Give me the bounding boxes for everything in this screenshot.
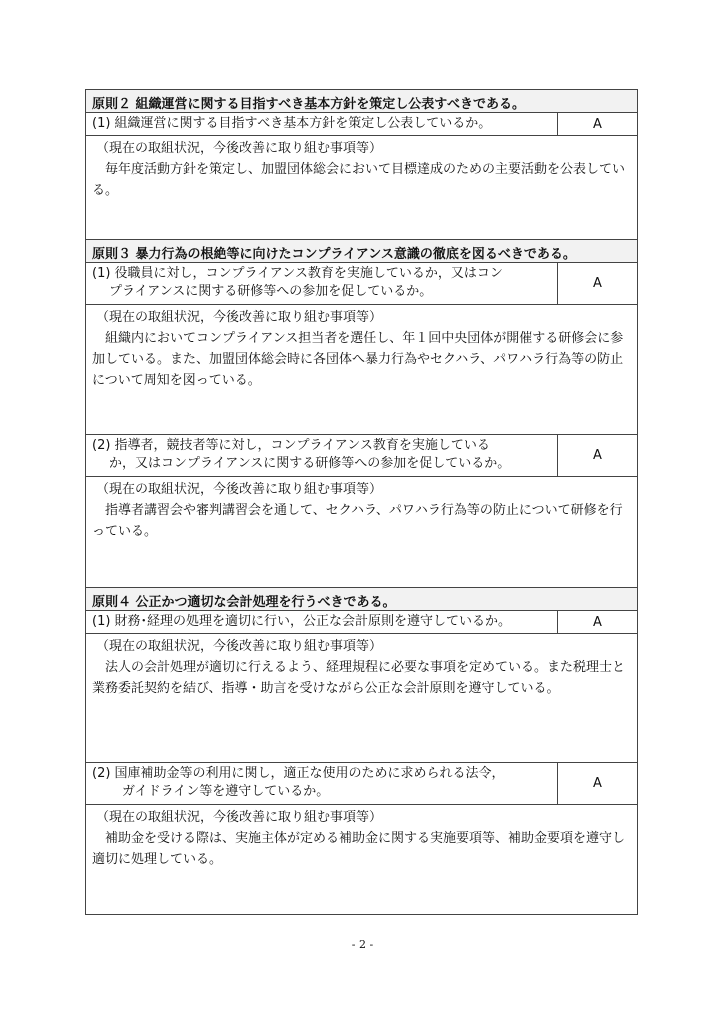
principle-4-question-1 — [86, 611, 637, 634]
principle-2-header: 原則２ 組織運営に関する目指すべき基本方針を策定し公表すべきである。 — [86, 90, 637, 113]
principle-4-header: 原則４ 公正かつ適切な会計処理を行うべきである。 — [86, 588, 637, 611]
response-text: 毎年度活動方針を策定し、加盟団体総会において目標達成のための主要活動を公表している。 — [92, 162, 626, 198]
question-line: (1) 財務･経理の処理を適切に行い，公正な会計原則を遵守しているか。 — [92, 614, 512, 629]
grade-cell: A — [593, 614, 602, 630]
principle-3-response-2 — [86, 477, 637, 588]
principle-4-response-1 — [86, 634, 637, 763]
principle-3-header: 原則３ 暴力行為の根絶等に向けたコンプライアンス意識の徹底を図るべきである。 — [86, 240, 637, 263]
question-line: ガイドライン等を遵守しているか。 — [122, 784, 330, 799]
response-text: 組織内においてコンプライアンス担当者を選任し、年１回中央団体が開催する研修会に参加している。また、加盟団体総会時に各団体へ暴力行為やセクハラ、パワハラ行為等の防止について周知を図っている。 — [92, 331, 624, 388]
principle-4-response-2 — [86, 805, 637, 914]
response-text: 補助金を受ける際は、実施主体が定める補助金に関する実施要項等、補助金要項を遵守し適切に処理している。 — [92, 831, 626, 867]
principle-3-question-2 — [86, 435, 637, 477]
question-line: (1) 役職員に対し，コンプライアンス教育を実施しているか，又はコン — [92, 266, 503, 281]
principle-2-response-1 — [86, 136, 637, 240]
page-number: - 2 - — [351, 938, 374, 951]
grade-cell: A — [593, 448, 602, 463]
response-text: 指導者講習会や審判講習会を通して、セクハラ、パワハラ行為等の防止について研修を行っている。 — [92, 503, 623, 539]
response-text: 法人の会計処理が適切に行えるよう、経理規程に必要な事項を定めている。また税理士と業務委託契約を結び、指導・助言を受けながら公正な会計原則を遵守している。 — [92, 660, 626, 696]
question-line: (2) 指導者，競技者等に対し，コンプライアンス教育を実施している — [92, 438, 490, 453]
question-line: (1) 組織運営に関する目指すべき基本方針を策定し公表しているか。 — [92, 116, 492, 131]
question-line: か，又はコンプライアンスに関する研修等への参加を促しているか。 — [109, 456, 511, 471]
question-text — [86, 113, 558, 135]
grade-cell: A — [593, 276, 602, 291]
principle-4-question-2 — [86, 763, 637, 805]
response-caption: （現在の取組状況，今後改善に取り組む事項等） — [96, 310, 383, 325]
question-line: プライアンスに関する研修等への参加を促しているか。 — [109, 284, 433, 299]
response-caption: （現在の取組状況，今後改善に取り組む事項等） — [96, 482, 383, 497]
principle-3-question-1 — [86, 263, 637, 305]
question-text — [86, 263, 558, 304]
question-text — [86, 763, 558, 804]
assessment-table — [85, 89, 638, 915]
grade-cell: A — [593, 776, 602, 791]
response-caption: （現在の取組状況，今後改善に取り組む事項等） — [96, 639, 383, 654]
grade-cell: A — [593, 116, 602, 132]
response-caption: （現在の取組状況，今後改善に取り組む事項等） — [96, 810, 383, 825]
question-text — [86, 611, 558, 633]
question-line: (2) 国庫補助金等の利用に関し，適正な使用のために求められる法令， — [92, 766, 505, 781]
principle-2-question-1 — [86, 113, 637, 136]
question-text — [86, 435, 558, 476]
principle-3-response-1 — [86, 305, 637, 435]
response-caption: （現在の取組状況，今後改善に取り組む事項等） — [96, 141, 383, 156]
